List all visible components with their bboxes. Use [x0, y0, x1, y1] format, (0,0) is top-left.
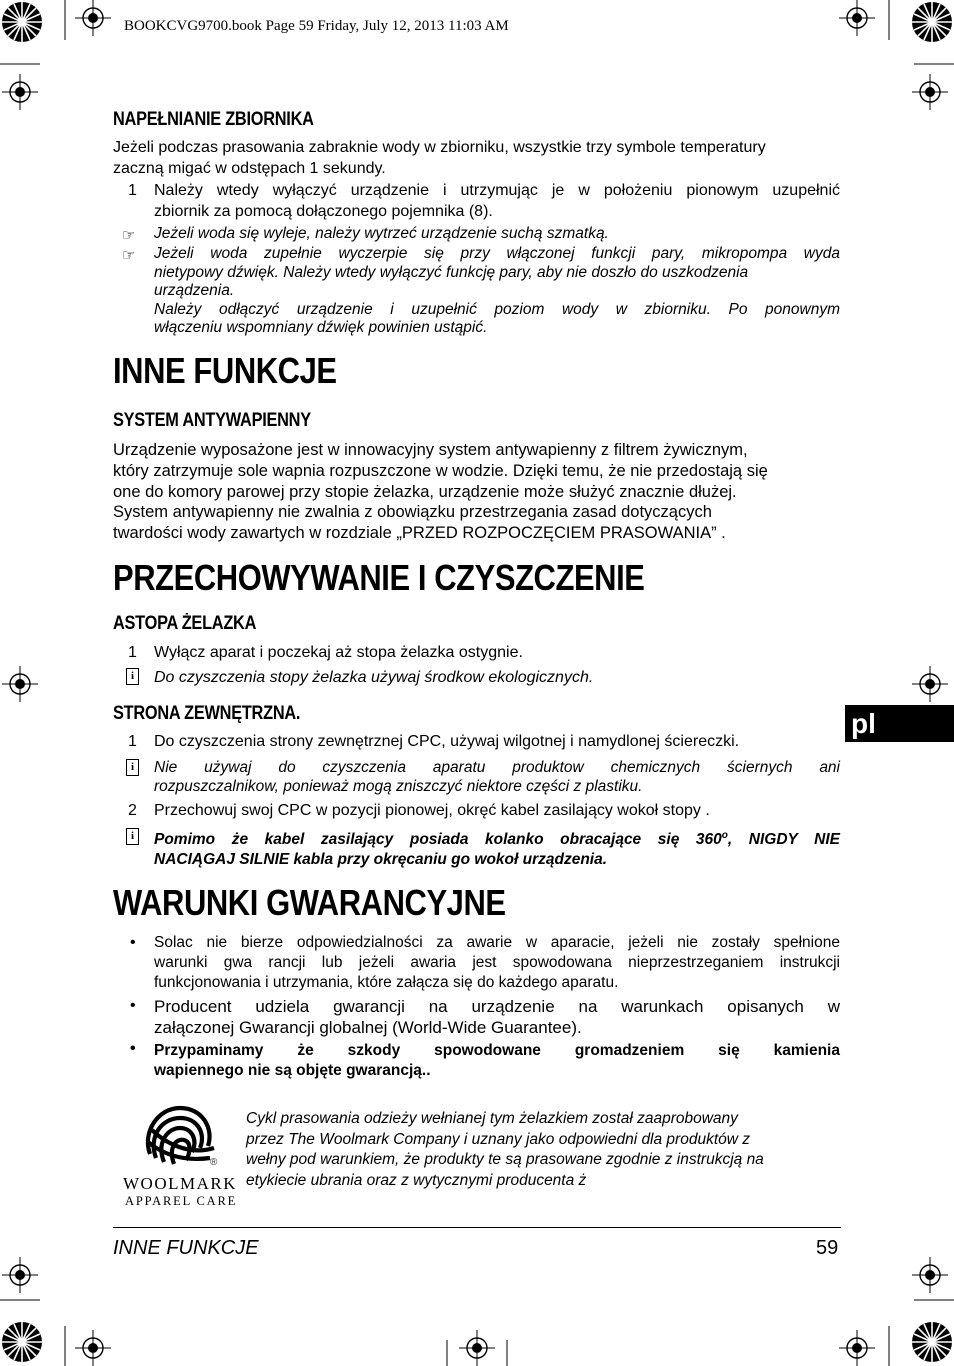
step-number: 1: [128, 644, 137, 661]
text-line: przez The Woolmark Company i uznany jako odpowiedni dla produktów z: [246, 1130, 750, 1148]
pointing-hand-icon: ☞: [122, 247, 136, 264]
text-line: Należy wtedy wyłączyć urządzenie i utrzymując je w położeniu pionowym uzupełnić: [154, 182, 840, 199]
anti-calc-text: [113, 440, 840, 544]
text-line: funkcjonowania i utrzymania, które załącza się do każdego aparatu.: [154, 974, 619, 991]
footer-divider: [113, 1227, 841, 1228]
registered-mark: ®: [210, 1157, 218, 1168]
subtitle-anti-calc: SYSTEM ANTYWAPIENNY: [113, 410, 311, 431]
step-number: 1: [128, 182, 137, 199]
text-line: nietypowy dźwięk. Należy wtedy wyłączyć funkcję pary, aby nie doszło do uszkodzenia: [154, 263, 749, 281]
degree-mark: o: [721, 830, 728, 841]
subtitle-fill-tank: NAPEŁNIANIE ZBIORNIKA: [113, 109, 314, 130]
pointing-hand-icon: ☞: [122, 227, 136, 244]
text-line: Przechowuj swoj CPC w pozycji pionowej, okręć kabel zasilający wokoł stopy .: [154, 802, 710, 819]
crop-cross-icon: [839, 1330, 875, 1366]
crop-star-icon: [2, 2, 42, 42]
heading-other-functions: INNE FUNKCJE: [113, 350, 337, 391]
info-icon: i: [126, 668, 139, 685]
crop-cross-icon: [459, 1330, 495, 1366]
crop-cross-icon: [912, 666, 948, 702]
text-line: wełny pod warunkiem, że produkty te są prasowane zgodnie z instrukcją na: [246, 1151, 764, 1168]
fill-intro: [113, 138, 840, 179]
text-line: Producent udziela gwarancji na urządzenie na warunkach opisanych w: [154, 997, 840, 1016]
woolmark-logo-icon: [140, 1102, 220, 1172]
text-line: [154, 826, 840, 850]
language-label: pl: [851, 708, 876, 739]
woolmark-text: [246, 1109, 841, 1191]
text-line: który zatrzymuje sole wapnia rozpuszczone w wodzie. Dzięki temu, że nie przedostają się: [113, 461, 768, 480]
text-line: Jeżeli podczas prasowania zabraknie wody w zbiorniku, wszystkie trzy symbole temperatury: [113, 139, 766, 156]
step-number: 1: [128, 733, 137, 750]
woolmark-subtitle: APPAREL CARE: [125, 1194, 238, 1208]
crop-cross-icon: [75, 0, 111, 36]
text-line: Cykl prasowania odzieży wełnianej tym żelazkiem został zaaprobowany: [246, 1110, 738, 1127]
text-line: włączeniu wspomniany dźwięk powinien ustąpić.: [154, 319, 488, 336]
text-line: Nie używaj do czyszczenia aparatu produktow chemicznych ściernych ani: [154, 759, 840, 776]
text-line: Solac nie bierze odpowiedzialności za awarie w aparacie, jeżeli nie zostały spełnione: [154, 934, 840, 951]
page-number: 59: [816, 1237, 839, 1259]
crop-cross-icon: [2, 74, 38, 110]
text-line: wapiennego nie są objęte gwarancją..: [154, 1062, 431, 1079]
info-icon: i: [126, 828, 139, 845]
heading-storage: PRZECHOWYWANIE I CZYSZCZENIE: [113, 557, 645, 598]
footer-section-title: INNE FUNKCJE: [113, 1237, 259, 1259]
text-line: zaczną migać w odstępach 1 sekundy.: [113, 159, 386, 177]
text-line: załączonej Gwarancji globalnej (World-Wide Guarantee).: [154, 1018, 582, 1037]
bullet: •: [130, 997, 136, 1014]
text-line: Urządzenie wyposażone jest w innowacyjny system antywapienny z filtrem żywicznym,: [113, 441, 748, 459]
text-line: Należy odłączyć urządzenie i uzupełnić poziom wody w zbiorniku. Po ponownym: [154, 300, 840, 318]
text-line: System antywapienny nie zwalnia z obowiązku przestrzegania zasad dotyczących: [113, 503, 712, 522]
bullet: •: [130, 1040, 136, 1057]
bullet: •: [130, 934, 136, 951]
text-line: zbiornik za pomocą dołączonego pojemnika (8).: [154, 202, 493, 220]
text-line: urządzenia.: [154, 282, 235, 299]
crop-cross-icon: [839, 0, 875, 36]
woolmark-brand: WOOLMARK: [123, 1174, 237, 1193]
text-line: Jeżeli woda się wyleje, należy wytrzeć urządzenie suchą szmatką.: [154, 225, 609, 242]
heading-warranty: WARUNKI GWARANCYJNE: [113, 882, 506, 923]
crop-cross-icon: [912, 1257, 948, 1293]
crop-cross-icon: [2, 1257, 38, 1293]
info-icon: i: [126, 759, 139, 776]
text-line: Wyłącz aparat i poczekaj aż stopa żelazka ostygnie.: [154, 644, 523, 661]
crop-cross-icon: [2, 666, 38, 702]
text-line: NACIĄGAJ SILNIE kabla przy okręcaniu go wokoł urządzenia.: [154, 851, 608, 869]
text-line: twardości wody zawartych w rozdziale „PRZED ROZPOCZĘCIEM PRASOWANIA” .: [113, 524, 726, 543]
print-header: BOOKCVG9700.book Page 59 Friday, July 12, 2013 11:03 AM: [124, 18, 509, 34]
subtitle-exterior: STRONA ZEWNĘTRZNA.: [113, 703, 301, 724]
text-line: etykiecie ubrania oraz z wytycznymi producenta ż: [246, 1171, 587, 1189]
text-line: warunki gwa rancji lub jeżeli awaria jest spowodowana nieprzestrzeganiem instrukcji: [154, 954, 840, 971]
step-number: 2: [128, 802, 137, 819]
crop-cross-icon: [912, 74, 948, 110]
subtitle-soleplate: ASTOPA ŻELAZKA: [113, 613, 257, 634]
text-line: Przypaminamy że szkody spowodowane gromadzeniem się kamienia: [154, 1042, 840, 1059]
text-line: Jeżeli woda zupełnie wyczerpie się przy włączonej funkcji pary, mikropompa wyda: [154, 245, 840, 262]
crop-star-icon: [912, 1322, 952, 1362]
text-line: one do komory parowej przy stopie żelazka, urządzenie może służyć znacznie dłużej.: [113, 482, 737, 501]
crop-star-icon: [912, 2, 952, 42]
language-tab: [845, 705, 954, 742]
text-line: Do czyszczenia stopy żelazka używaj środkow ekologicznych.: [154, 669, 594, 686]
crop-star-icon: [2, 1322, 42, 1362]
text-line: rozpuszczalnikow, ponieważ mogą zniszczyć niektore części z plastiku.: [154, 778, 643, 795]
text-part: Pomimo że kabel zasilający posiada kolanko obracające się 360: [154, 831, 722, 849]
crop-cross-icon: [75, 1330, 111, 1366]
text-part: , NIGDY NIE: [727, 831, 840, 849]
text-line: Do czyszczenia strony zewnętrznej CPC, używaj wilgotnej i namydlonej ściereczki.: [154, 733, 740, 750]
